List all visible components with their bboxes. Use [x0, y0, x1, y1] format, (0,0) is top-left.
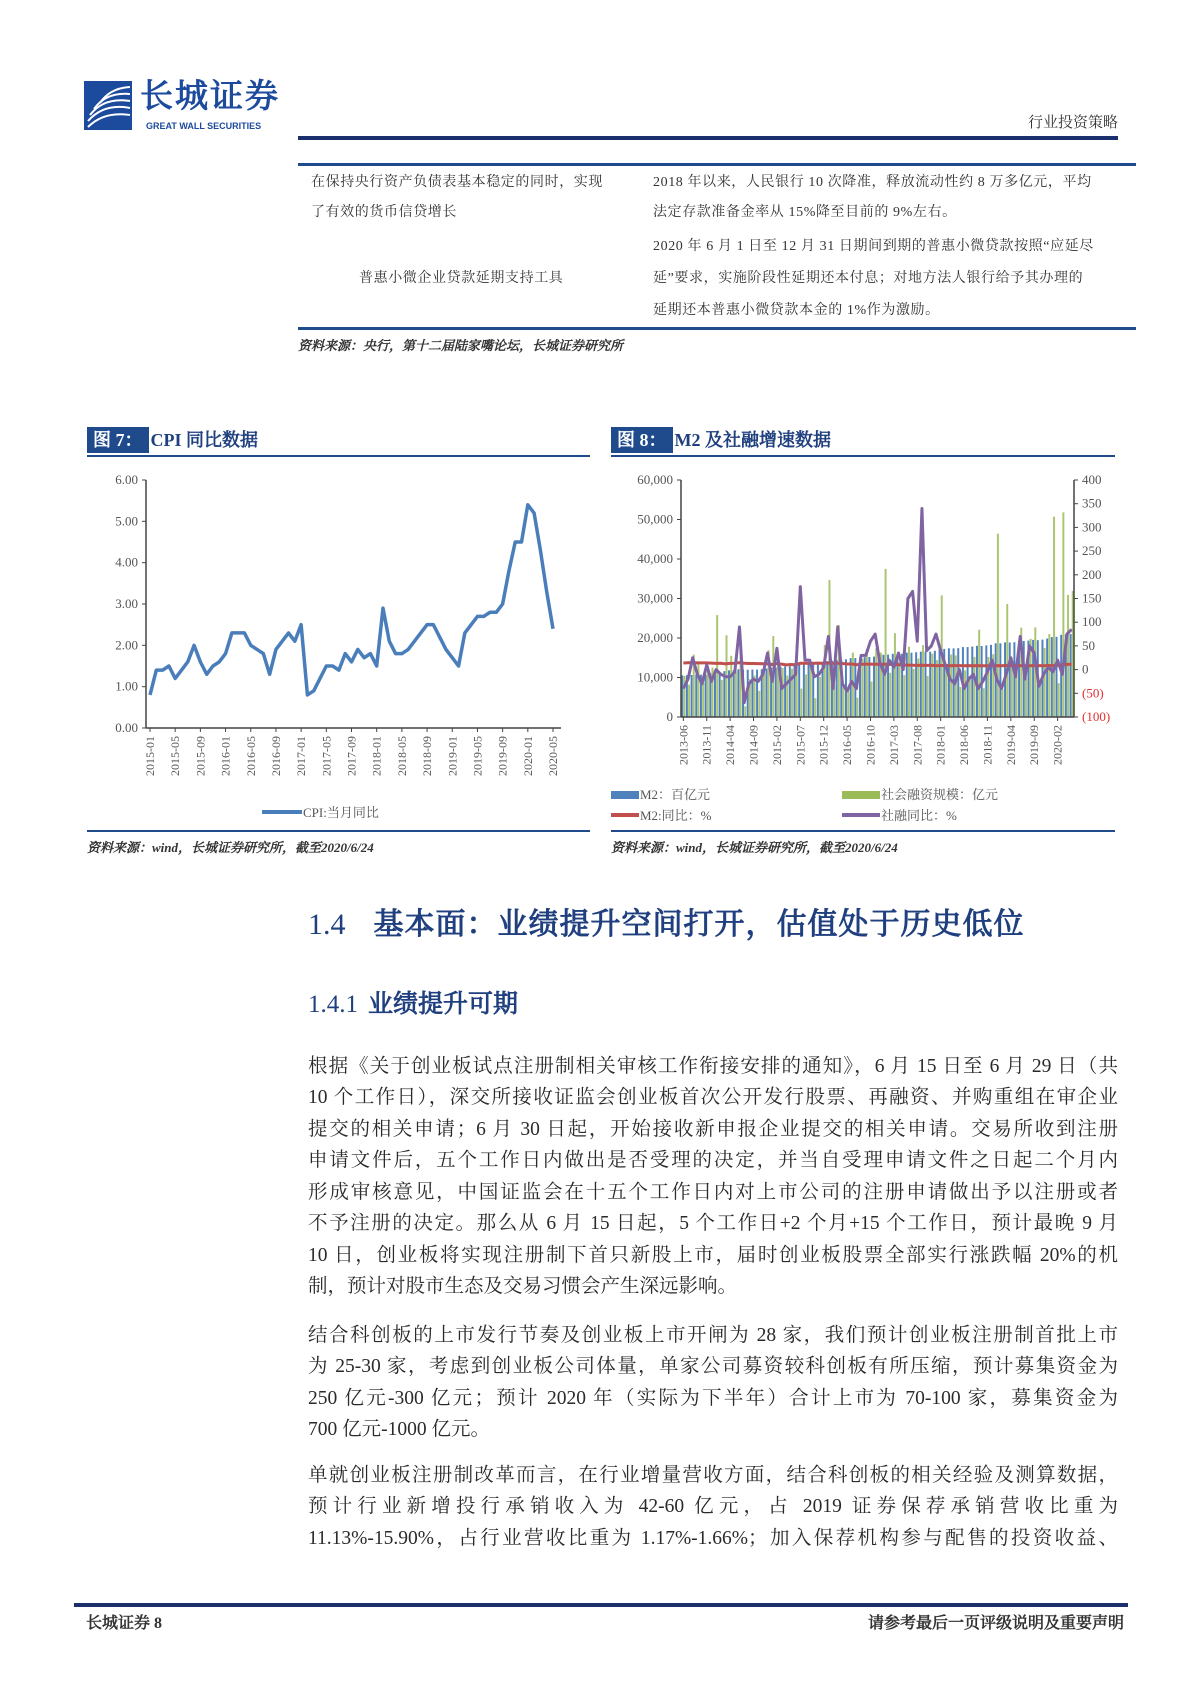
social-financing-bar	[857, 698, 859, 717]
social-financing-bar	[917, 659, 919, 717]
social-financing-bar	[983, 688, 985, 717]
body-line: 提交的相关申请；6 月 30 日起，开始接收新申报企业提交的相关申请。交易所收到注册	[308, 1119, 1118, 1140]
body-line: 10 日，创业板将实现注册制下首只新股上市，届时创业板股票全部实行涨跌幅 20%的机	[308, 1245, 1118, 1266]
m2-bar	[915, 652, 917, 717]
m2-bar	[864, 657, 866, 717]
social-financing-bar	[800, 689, 802, 717]
figure-8-source: 资料来源：wind，长城证券研究所，截至2020/6/24	[611, 840, 898, 855]
social-financing-bar	[861, 659, 863, 717]
x-tick-label: 2019-09	[495, 736, 510, 776]
social-financing-bar	[945, 671, 947, 717]
m2-bar	[906, 653, 908, 717]
figure-7-bottom-rule	[87, 830, 590, 832]
social-financing-bar	[1011, 663, 1013, 717]
m2-bar	[920, 652, 922, 717]
x-tick-label: 2019-04	[1003, 725, 1018, 765]
social-financing-bar	[875, 648, 877, 717]
figure-caption: M2 及社融增速数据	[674, 430, 831, 450]
m2-bar	[705, 675, 707, 717]
x-tick-label: 2020-01	[520, 736, 535, 776]
m2-bar	[1060, 635, 1062, 717]
table-cell: 延”要求，实施阶段性延期还本付息；对地方法人银行给予其办理的	[653, 271, 1084, 286]
x-tick-label: 2013-11	[699, 725, 714, 765]
legend-swatch-m2	[611, 791, 639, 799]
m2-bar	[826, 661, 828, 717]
legend-label: CPI:当月同比	[303, 805, 379, 820]
m2-bar	[999, 643, 1001, 717]
social-financing-bar	[950, 655, 952, 717]
x-tick-label: 2016-01	[218, 736, 233, 776]
x-tick-label: 2018-09	[420, 736, 435, 776]
left-y-tick-label: 30,000	[637, 590, 673, 606]
right-y-tick-label: 50	[1082, 637, 1095, 653]
section-number: 1.4	[308, 908, 346, 941]
m2-bar	[733, 670, 735, 717]
y-tick-label: 0.00	[115, 720, 138, 735]
social-financing-bar	[1044, 648, 1046, 717]
social-financing-bar	[1006, 604, 1008, 717]
x-tick-label: 2015-02	[769, 725, 784, 765]
x-tick-label: 2014-04	[723, 725, 738, 765]
x-tick-label: 2016-10	[863, 725, 878, 765]
x-tick-label: 2014-09	[746, 725, 761, 765]
social-financing-bar	[889, 673, 891, 717]
logo-text: 长城证券	[140, 79, 280, 115]
left-y-tick-label: 60,000	[637, 472, 673, 487]
social-financing-bar	[894, 633, 896, 717]
x-tick-label: 2020-02	[1050, 725, 1065, 765]
table-cell: 普惠小微企业贷款延期支持工具	[359, 271, 564, 286]
cpi-chart	[87, 460, 590, 830]
y-tick-label: 5.00	[115, 513, 138, 529]
body-line: 250 亿元-300 亿元；预计 2020 年（实际为下半年）合计上市为 70-100 家，募集资金为	[308, 1388, 1118, 1409]
x-tick-label: 2017-08	[910, 725, 925, 765]
m2-bar	[1046, 639, 1048, 717]
body-line: 形成审核意见，中国证监会在十五个工作日内对上市公司的注册申请做出予以注册或者	[308, 1182, 1118, 1203]
m2-bar	[1009, 643, 1011, 717]
y-tick-label: 2.00	[115, 637, 138, 653]
body-line: 10 个工作日），深交所接收证监会创业板首次公开发行股票、再融资、并购重组在审企业	[308, 1087, 1118, 1108]
social-financing-bar	[997, 534, 999, 717]
body-line: 制，预计对股市生态及交易习惯会产生深远影响。	[308, 1276, 738, 1297]
x-tick-label: 2017-03	[886, 725, 901, 765]
social-financing-bar	[903, 675, 905, 717]
body-line: 预计行业新增投行承销收入为 42-60 亿元，占 2019 证券保荐承销营收比重为	[308, 1496, 1118, 1517]
x-tick-label: 2020-05	[546, 736, 560, 776]
social-financing-bar	[927, 676, 929, 717]
right-y-tick-label: 100	[1082, 614, 1102, 630]
figure-number: 图 7：	[87, 427, 149, 453]
table-bottom-rule	[298, 327, 1136, 330]
m2-bar	[808, 663, 810, 717]
legend-swatch-social-financing	[842, 791, 880, 799]
subsection-title: 业绩提升可期	[368, 991, 519, 1018]
x-tick-label: 2017-09	[344, 736, 359, 776]
cpi-line	[150, 505, 553, 695]
figure-8-title	[611, 427, 831, 453]
m2-bar	[985, 645, 987, 717]
x-tick-label: 2016-05	[840, 725, 855, 765]
m2-bar	[784, 666, 786, 717]
social-financing-bar	[1025, 677, 1027, 717]
x-tick-label: 2018-05	[394, 736, 409, 776]
right-y-tick-label: 150	[1082, 590, 1102, 606]
body-line: 根据《关于创业板试点注册制相关审核工作衔接安排的通知》，6 月 15 日至 6 月 29 日（共	[308, 1056, 1118, 1077]
social-financing-bar	[716, 615, 718, 717]
right-y-tick-label: 0	[1082, 661, 1089, 677]
header-divider	[298, 136, 1118, 140]
body-line: 700 亿元-1000 亿元。	[308, 1419, 490, 1440]
m2-bar	[775, 667, 777, 717]
m2-social-financing-chart	[611, 460, 1131, 830]
body-line: 不予注册的决定。那么从 6 月 15 日起，5 个工作日+2 个月+15 个工作日，预计最晚 9 月	[308, 1213, 1118, 1234]
social-financing-bar	[978, 630, 980, 717]
right-y-tick-label: 350	[1082, 495, 1102, 511]
social-financing-bar	[702, 683, 704, 717]
social-financing-bar	[688, 685, 690, 717]
social-financing-bar	[758, 691, 760, 717]
right-y-tick-label: 250	[1082, 543, 1102, 559]
table-top-rule	[298, 163, 1136, 166]
left-y-tick-label: 50,000	[637, 511, 673, 527]
figure-7-source: 资料来源：wind，长城证券研究所，截至2020/6/24	[87, 840, 374, 855]
social-financing-bar	[922, 645, 924, 717]
social-financing-bar	[730, 656, 732, 717]
social-financing-bar	[959, 687, 961, 717]
section-title: 基本面：业绩提升空间打开，估值处于历史低位	[373, 908, 1025, 941]
x-tick-label: 2016-09	[268, 736, 283, 776]
m2-bar	[737, 669, 739, 717]
m2-bar	[817, 663, 819, 717]
social-financing-bar	[866, 649, 868, 717]
social-financing-bar	[931, 654, 933, 717]
m2-bar	[939, 649, 941, 717]
x-tick-label: 2018-01	[369, 736, 384, 776]
footer-disclaimer: 请参考最后一页评级说明及重要声明	[867, 1615, 1124, 1632]
social-financing-bar	[754, 676, 756, 717]
social-financing-bar	[697, 661, 699, 717]
social-financing-bar	[1067, 595, 1069, 717]
m2-bar	[803, 663, 805, 717]
y-tick-label: 3.00	[115, 596, 138, 611]
m2-bar	[868, 657, 870, 717]
m2-bar	[990, 645, 992, 717]
social-financing-bar	[885, 569, 887, 717]
x-tick-label: 2015-07	[793, 725, 808, 765]
m2-bar	[765, 668, 767, 717]
body-line: 11.13%-15.90%，占行业营收比重为 1.17%-1.66%；加入保荐机构参与配售的投资收益、	[308, 1528, 1118, 1549]
social-financing-bar	[744, 706, 746, 717]
body-line: 为 25-30 家，考虑到创业板公司体量，单家公司募资较科创板有所压缩，预计募集资金为	[308, 1356, 1118, 1377]
right-y-tick-label: 400	[1082, 472, 1102, 487]
m2-bar	[948, 648, 950, 717]
x-tick-label: 2013-06	[676, 725, 691, 765]
social-financing-bar	[819, 677, 821, 717]
social-financing-bar	[936, 660, 938, 717]
table-cell: 了有效的货币信贷增长	[311, 205, 457, 220]
table-cell: 2018 年以来，人民银行 10 次降准，释放流动性约 8 万多亿元，平均	[653, 175, 1092, 190]
great-wall-logo-icon	[84, 81, 132, 130]
social-financing-bar	[843, 687, 845, 717]
m2-bar	[910, 653, 912, 717]
logo-mark	[84, 81, 132, 130]
legend-label: 社融同比：%	[881, 808, 957, 823]
social-financing-yoy-line	[683, 508, 1071, 702]
m2-bar	[1070, 634, 1072, 717]
m2-bar	[971, 647, 973, 717]
y-tick-label: 4.00	[115, 554, 138, 570]
social-financing-bar	[964, 670, 966, 717]
x-tick-label: 2018-11	[980, 725, 995, 765]
m2-bar	[1056, 637, 1058, 717]
social-financing-bar	[871, 682, 873, 717]
footer-divider	[74, 1603, 1128, 1607]
right-y-tick-label: (100)	[1082, 709, 1111, 724]
legend-label: M2：百亿元	[640, 787, 711, 802]
right-y-tick-label: 300	[1082, 519, 1102, 535]
logo-subtext: GREAT WALL SECURITIES	[146, 121, 262, 131]
x-tick-label: 2019-09	[1027, 725, 1042, 765]
social-financing-bar	[913, 669, 915, 717]
figure-7-title	[87, 427, 258, 453]
x-tick-label: 2015-01	[143, 736, 157, 776]
left-y-tick-label: 20,000	[637, 630, 673, 645]
social-financing-bar	[969, 676, 971, 717]
table-cell: 在保持央行资产负债表基本稳定的同时，实现	[311, 175, 603, 190]
m2-bar	[719, 672, 721, 717]
body-line: 申请文件后，五个工作日内做出是否受理的决定，并当自受理申请文件之日起二个月内	[308, 1150, 1118, 1171]
social-financing-bar	[1053, 517, 1055, 717]
m2-bar	[934, 651, 936, 717]
m2-bar	[798, 664, 800, 717]
x-tick-label: 2016-05	[243, 736, 258, 776]
x-tick-label: 2015-05	[168, 736, 183, 776]
m2-bar	[1013, 642, 1015, 717]
left-y-tick-label: 40,000	[637, 551, 673, 566]
x-tick-label: 2017-05	[319, 736, 334, 776]
figure-8-top-rule	[611, 455, 1115, 457]
table-cell: 延期还本普惠小微贷款本金的 1%作为激励。	[653, 303, 940, 318]
table-cell: 法定存款准备金率从 15%降至目前的 9%左右。	[653, 205, 957, 220]
m2-bar	[714, 673, 716, 717]
x-tick-label: 2019-05	[470, 736, 485, 776]
social-financing-bar	[814, 698, 816, 717]
m2-bar	[957, 648, 959, 717]
social-financing-bar	[1058, 683, 1060, 717]
x-tick-label: 2017-01	[294, 736, 309, 776]
subsection-heading	[308, 988, 518, 1022]
m2-bar	[695, 674, 697, 717]
m2-bar	[751, 670, 753, 717]
social-financing-bar	[810, 666, 812, 717]
x-tick-label: 2015-09	[193, 736, 208, 776]
legend-label: 社会融资规模：亿元	[881, 787, 999, 802]
x-tick-label: 2019-01	[445, 736, 460, 776]
m2-bar	[1051, 637, 1053, 717]
y-tick-label: 1.00	[115, 678, 138, 694]
figure-number: 图 8：	[611, 427, 673, 453]
section-heading	[308, 905, 1025, 945]
social-financing-bar	[847, 691, 849, 717]
social-financing-bar	[721, 680, 723, 717]
footer-page: 长城证券 8	[86, 1615, 163, 1632]
m2-bar	[691, 675, 693, 717]
m2-bar	[925, 652, 927, 717]
x-tick-label: 2015-12	[816, 725, 831, 765]
figure-7-top-rule	[87, 455, 590, 457]
social-financing-bar	[1048, 634, 1050, 717]
x-tick-label: 2018-06	[957, 725, 972, 765]
left-y-tick-label: 10,000	[637, 669, 673, 685]
m2-bar	[789, 666, 791, 717]
right-y-tick-label: 200	[1082, 566, 1102, 582]
social-financing-bar	[763, 672, 765, 717]
social-financing-bar	[1002, 689, 1004, 717]
x-tick-label: 2018-01	[933, 725, 948, 765]
social-financing-bar	[735, 672, 737, 717]
legend-label: M2:同比：%	[640, 808, 712, 823]
right-y-tick-label: (50)	[1082, 685, 1104, 701]
social-financing-bar	[1062, 512, 1064, 717]
social-financing-bar	[908, 647, 910, 717]
figure-8-bottom-rule	[611, 830, 1115, 832]
table-cell: 2020 年 6 月 1 日至 12 月 31 日期间到期的普惠小微贷款按照“应延尽	[653, 239, 1094, 254]
body-line: 单就创业板注册制改革而言，在行业增量营收方面，结合科创板的相关经验及测算数据，	[308, 1465, 1118, 1486]
y-tick-label: 6.00	[115, 472, 138, 487]
m2-bar	[756, 670, 758, 717]
subsection-number: 1.4.1	[308, 991, 358, 1018]
figure-caption: CPI 同比数据	[150, 430, 258, 450]
m2-bar	[929, 652, 931, 717]
left-y-tick-label: 0	[666, 709, 673, 724]
table-source: 资料来源：央行，第十二届陆家嘴论坛，长城证券研究所	[298, 338, 624, 353]
social-financing-bar	[805, 674, 807, 717]
social-financing-bar	[782, 668, 784, 717]
report-type: 行业投资策略	[1027, 115, 1118, 131]
body-line: 结合科创板的上市发行节奏及创业板上市开闸为 28 家，我们预计创业板注册制首批上市	[308, 1325, 1118, 1346]
social-financing-bar	[899, 662, 901, 717]
